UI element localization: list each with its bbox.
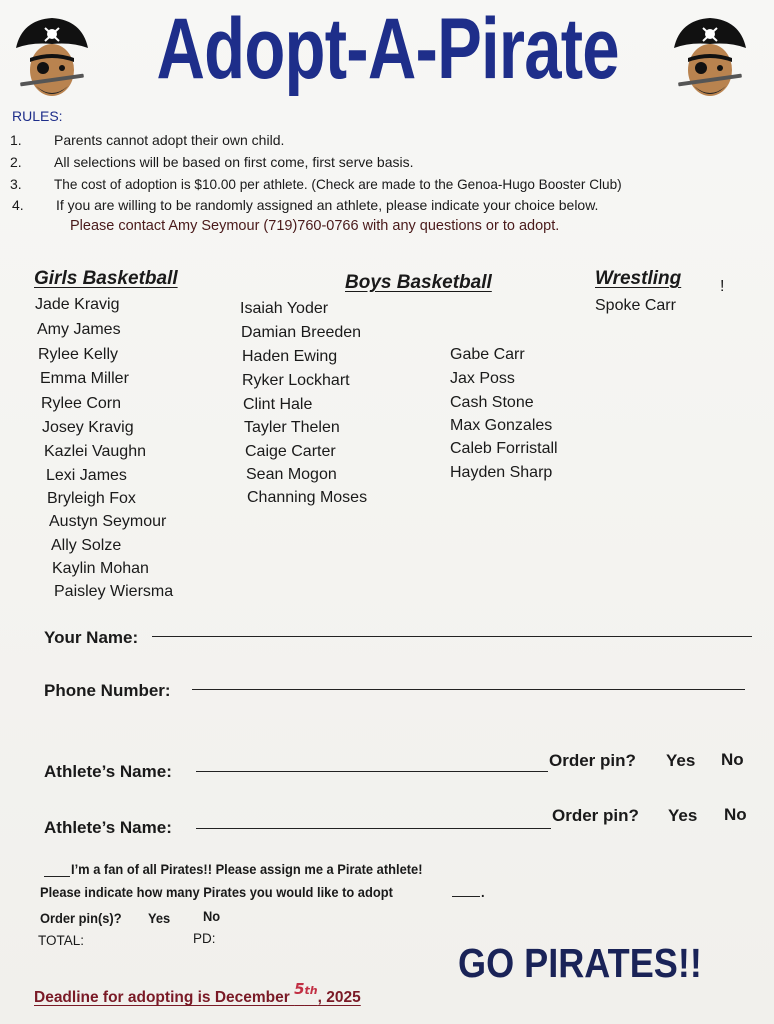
deadline-notice: Deadline for adopting is December 5th, 2025 bbox=[34, 980, 361, 1006]
athlete-name-field[interactable] bbox=[196, 771, 548, 772]
order-pin-no-option[interactable]: No bbox=[721, 750, 744, 769]
athlete-name: Emma Miller bbox=[40, 370, 129, 387]
rule-item: 2. All selections will be based on first come, first serve basis. bbox=[10, 154, 414, 170]
athlete-name: Josey Kravig bbox=[42, 419, 134, 436]
rule-item: 3. The cost of adoption is $10.00 per athlete. (Check are made to the Genoa-Hugo Booster Club) bbox=[10, 176, 622, 192]
athlete-name: Ally Solze bbox=[51, 537, 122, 554]
athlete-name: Bryleigh Fox bbox=[47, 490, 136, 507]
athlete-name: Rylee Corn bbox=[41, 395, 122, 412]
athlete-name-label: Athlete’s Name: bbox=[44, 818, 172, 837]
athlete-name: Lexi James bbox=[46, 467, 127, 484]
athlete-name: Paisley Wiersma bbox=[54, 583, 174, 600]
athlete-name: Hayden Sharp bbox=[450, 464, 553, 481]
athlete-name: Amy James bbox=[37, 321, 121, 338]
athlete-name: Gabe Carr bbox=[450, 346, 525, 363]
athlete-name: Damian Breeden bbox=[241, 324, 362, 341]
athlete-name: Clint Hale bbox=[243, 396, 313, 413]
wrestling-heading: Wrestling bbox=[595, 268, 682, 289]
order-pins-no-option[interactable]: No bbox=[203, 908, 221, 924]
pirate-logo-icon bbox=[12, 14, 92, 104]
page-title: Adopt-A-Pirate bbox=[156, 1, 619, 97]
order-pin-label: Order pin? bbox=[549, 751, 636, 770]
athlete-name: Austyn Seymour bbox=[49, 513, 167, 530]
phone-number-label: Phone Number: bbox=[44, 681, 171, 700]
order-pins-yes-option[interactable]: Yes bbox=[148, 910, 171, 926]
athlete-name: Tayler Thelen bbox=[244, 419, 340, 436]
paid-label: PD: bbox=[193, 931, 216, 946]
boys-basketball-heading: Boys Basketball bbox=[345, 272, 492, 293]
contact-info: Please contact Amy Seymour (719)760-0766 with any questions or to adopt. bbox=[70, 218, 560, 234]
athlete-name: Kaylin Mohan bbox=[52, 560, 149, 577]
athlete-name: Kazlei Vaughn bbox=[44, 443, 146, 460]
athlete-name-field[interactable] bbox=[196, 828, 551, 829]
athlete-name: Sean Mogon bbox=[246, 466, 337, 483]
adopt-count-label: Please indicate how many Pirates you would like to adopt bbox=[40, 884, 393, 900]
order-pin-label: Order pin? bbox=[552, 806, 639, 825]
order-pin-yes-option[interactable]: Yes bbox=[666, 751, 696, 770]
total-label: TOTAL: bbox=[38, 933, 85, 948]
rule-item: 1. Parents cannot adopt their own child. bbox=[10, 132, 285, 148]
adopt-count-field[interactable] bbox=[452, 896, 480, 897]
athlete-name: Caleb Forristall bbox=[450, 440, 558, 457]
athlete-name: Rylee Kelly bbox=[38, 346, 119, 363]
your-name-label: Your Name: bbox=[44, 628, 139, 647]
your-name-field[interactable] bbox=[152, 636, 752, 637]
fan-blank-field[interactable] bbox=[44, 876, 70, 877]
order-pin-yes-option[interactable]: Yes bbox=[668, 806, 698, 825]
athlete-name-label: Athlete’s Name: bbox=[44, 762, 172, 781]
phone-number-field[interactable] bbox=[192, 689, 745, 690]
athlete-name: Haden Ewing bbox=[242, 348, 338, 365]
deadline-day-handwritten: 5th bbox=[294, 980, 318, 998]
athlete-name: Cash Stone bbox=[450, 394, 534, 411]
wrestling-mark: ! bbox=[720, 278, 725, 295]
athlete-name: Jade Kravig bbox=[35, 296, 120, 313]
athlete-name: Caige Carter bbox=[245, 443, 336, 460]
period-mark: . bbox=[481, 884, 485, 900]
athlete-name: Channing Moses bbox=[247, 489, 368, 506]
athlete-name: Jax Poss bbox=[450, 370, 515, 387]
order-pins-label: Order pin(s)? bbox=[40, 910, 122, 926]
fan-statement: I’m a fan of all Pirates!! Please assign me a Pirate athlete! bbox=[71, 861, 423, 877]
athlete-name: Spoke Carr bbox=[595, 297, 676, 314]
athlete-name: Ryker Lockhart bbox=[242, 372, 350, 389]
athlete-name: Max Gonzales bbox=[450, 417, 553, 434]
go-pirates-slogan: GO PIRATES!! bbox=[458, 940, 702, 986]
girls-basketball-heading: Girls Basketball bbox=[34, 268, 178, 289]
rule-item: 4. If you are willing to be randomly assigned an athlete, please indicate your choice below. bbox=[12, 197, 599, 213]
order-pin-no-option[interactable]: No bbox=[724, 805, 747, 824]
rules-label: RULES: bbox=[12, 108, 63, 124]
athlete-name: Isaiah Yoder bbox=[240, 300, 329, 317]
